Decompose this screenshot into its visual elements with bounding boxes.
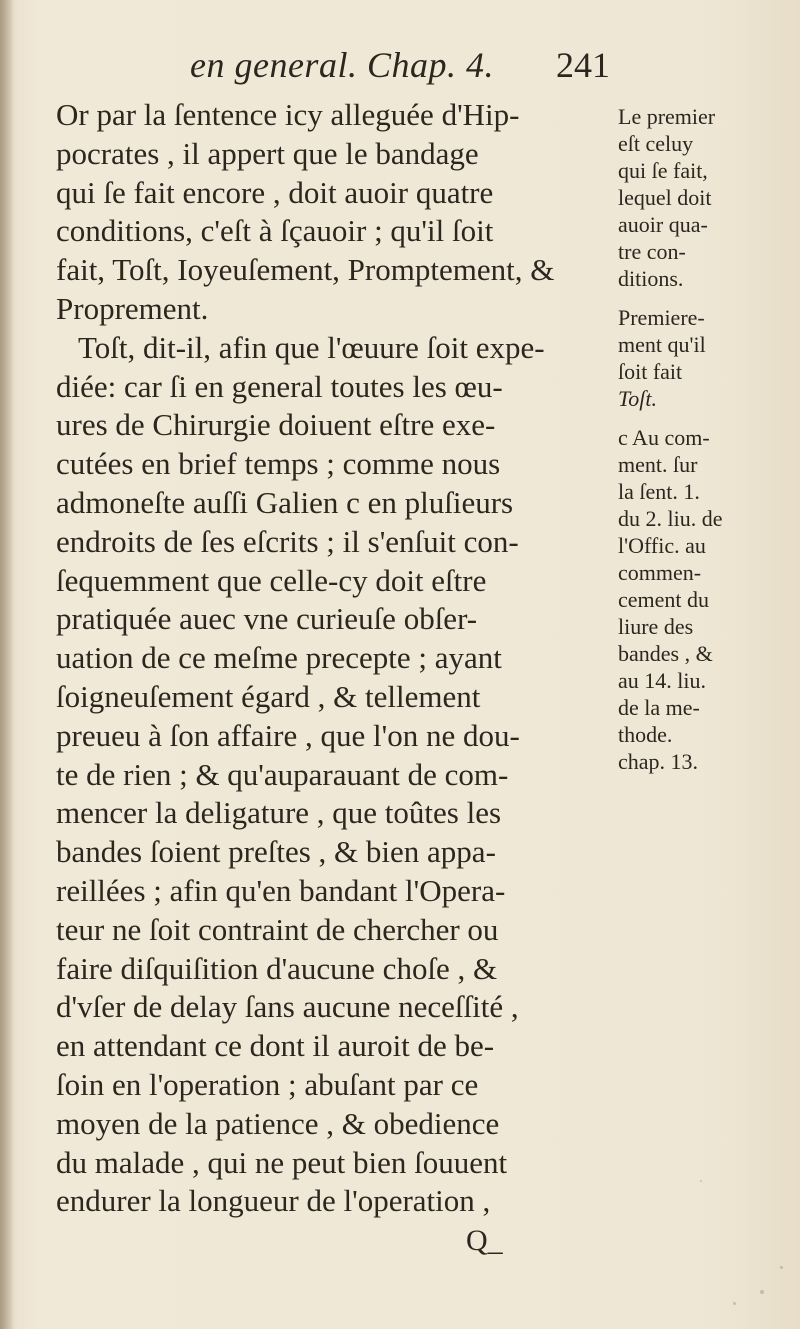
text-line: ſequemment que celle-cy doit eſtre bbox=[56, 562, 487, 598]
margin-notes bbox=[618, 103, 796, 787]
running-head: en general. Chap. 4. bbox=[190, 45, 494, 85]
page-number: 241 bbox=[556, 45, 610, 85]
margin-note-line: tre con- bbox=[618, 239, 686, 264]
margin-note-line: au 14. liu. bbox=[618, 668, 706, 693]
margin-note-line: ment. ſur bbox=[618, 452, 698, 477]
paper-speck bbox=[700, 1180, 702, 1182]
margin-note-first-condition bbox=[618, 304, 796, 412]
text-line: qui ſe fait encore , doit auoir quatre bbox=[56, 174, 494, 210]
margin-note-line: lequel doit bbox=[618, 185, 712, 210]
text-line: ſoin en l'operation ; abuſant par ce bbox=[56, 1066, 479, 1102]
paper-speck bbox=[733, 1302, 736, 1305]
paper-speck bbox=[760, 1290, 764, 1294]
text-line: cutées en brief temps ; comme nous bbox=[56, 446, 501, 482]
text-line: teur ne ſoit contraint de chercher ou bbox=[56, 911, 499, 947]
text-line: ſoigneuſement égard , & tellement bbox=[56, 678, 481, 714]
text-line: bandes ſoient preſtes , & bien appa- bbox=[56, 834, 496, 870]
text-line: du malade , qui ne peut bien ſouuent bbox=[56, 1144, 508, 1180]
catchword: Q_ bbox=[466, 1224, 503, 1257]
margin-note-line: ditions. bbox=[618, 266, 684, 291]
text-line: admoneſte auſſi Galien c en pluſieurs bbox=[56, 484, 514, 520]
margin-note-line: chap. 13. bbox=[618, 749, 699, 774]
text-line: te de rien ; & qu'auparauant de com- bbox=[56, 756, 509, 792]
text-line: Or par la ſentence icy alleguée d'Hip- bbox=[56, 97, 520, 132]
text-line: Proprement. bbox=[56, 290, 209, 326]
text-line: diée: car ſi en general toutes les œu- bbox=[56, 368, 503, 404]
margin-note-line: cement du bbox=[618, 587, 710, 612]
text-line: fait, Toſt, Ioyeuſement, Promptement, & bbox=[56, 252, 555, 288]
margin-note-line: bandes , & bbox=[618, 641, 713, 666]
text-line: ures de Chirurgie doiuent eſtre exe- bbox=[56, 407, 496, 443]
main-text-block bbox=[56, 96, 616, 1221]
margin-note-line: ment qu'il bbox=[618, 332, 706, 357]
margin-note-galen-reference bbox=[618, 424, 796, 775]
margin-note-line: ſoit fait bbox=[618, 359, 683, 384]
margin-note-line: liure des bbox=[618, 614, 694, 639]
margin-note-line: qui ſe fait, bbox=[618, 158, 708, 183]
text-line: preueu à ſon affaire , que l'on ne dou- bbox=[56, 717, 520, 753]
margin-note-line: du 2. liu. de bbox=[618, 506, 723, 531]
margin-note-line: c Au com- bbox=[618, 425, 710, 450]
margin-note-line: la ſent. 1. bbox=[618, 479, 700, 504]
margin-note-line: eſt celuy bbox=[618, 131, 694, 156]
margin-note-line: de la me- bbox=[618, 695, 700, 720]
text-line: pratiquée auec vne curieuſe obſer- bbox=[56, 601, 478, 637]
text-line: mencer la deligature , que toûtes les bbox=[56, 795, 502, 831]
text-line: conditions, c'eſt à ſçauoir ; qu'il ſoit bbox=[56, 213, 494, 249]
paper-speck bbox=[780, 1266, 783, 1269]
text-line: pocrates , il appert que le bandage bbox=[56, 135, 479, 171]
margin-note-line: commen- bbox=[618, 560, 702, 585]
text-line: moyen de la patience , & obedience bbox=[56, 1105, 500, 1141]
margin-note-line: Premiere- bbox=[618, 305, 705, 330]
text-line: Toſt, dit-il, afin que l'œuure ſoit expe- bbox=[78, 329, 545, 365]
text-line: en attendant ce dont il auroit de be- bbox=[56, 1028, 495, 1064]
text-line: d'vſer de delay ſans aucune neceſſité , bbox=[56, 989, 519, 1025]
page-header bbox=[0, 44, 800, 94]
margin-note-line: auoir qua- bbox=[618, 212, 708, 237]
margin-note-line: l'Offic. au bbox=[618, 533, 706, 558]
text-line: reillées ; afin qu'en bandant l'Opera- bbox=[56, 872, 506, 908]
text-line: faire diſquiſition d'aucune choſe , & bbox=[56, 950, 498, 986]
margin-note-line: Toſt. bbox=[618, 386, 657, 411]
margin-note-line: Le premier bbox=[618, 104, 716, 129]
margin-note-first-bandage bbox=[618, 103, 796, 292]
margin-note-line: thode. bbox=[618, 722, 673, 747]
text-line: uation de ce meſme precepte ; ayant bbox=[56, 640, 502, 676]
text-line: endroits de ſes eſcrits ; il s'enſuit con- bbox=[56, 523, 519, 559]
gutter-shadow bbox=[0, 0, 14, 1329]
text-line: endurer la longueur de l'operation , bbox=[56, 1183, 491, 1219]
